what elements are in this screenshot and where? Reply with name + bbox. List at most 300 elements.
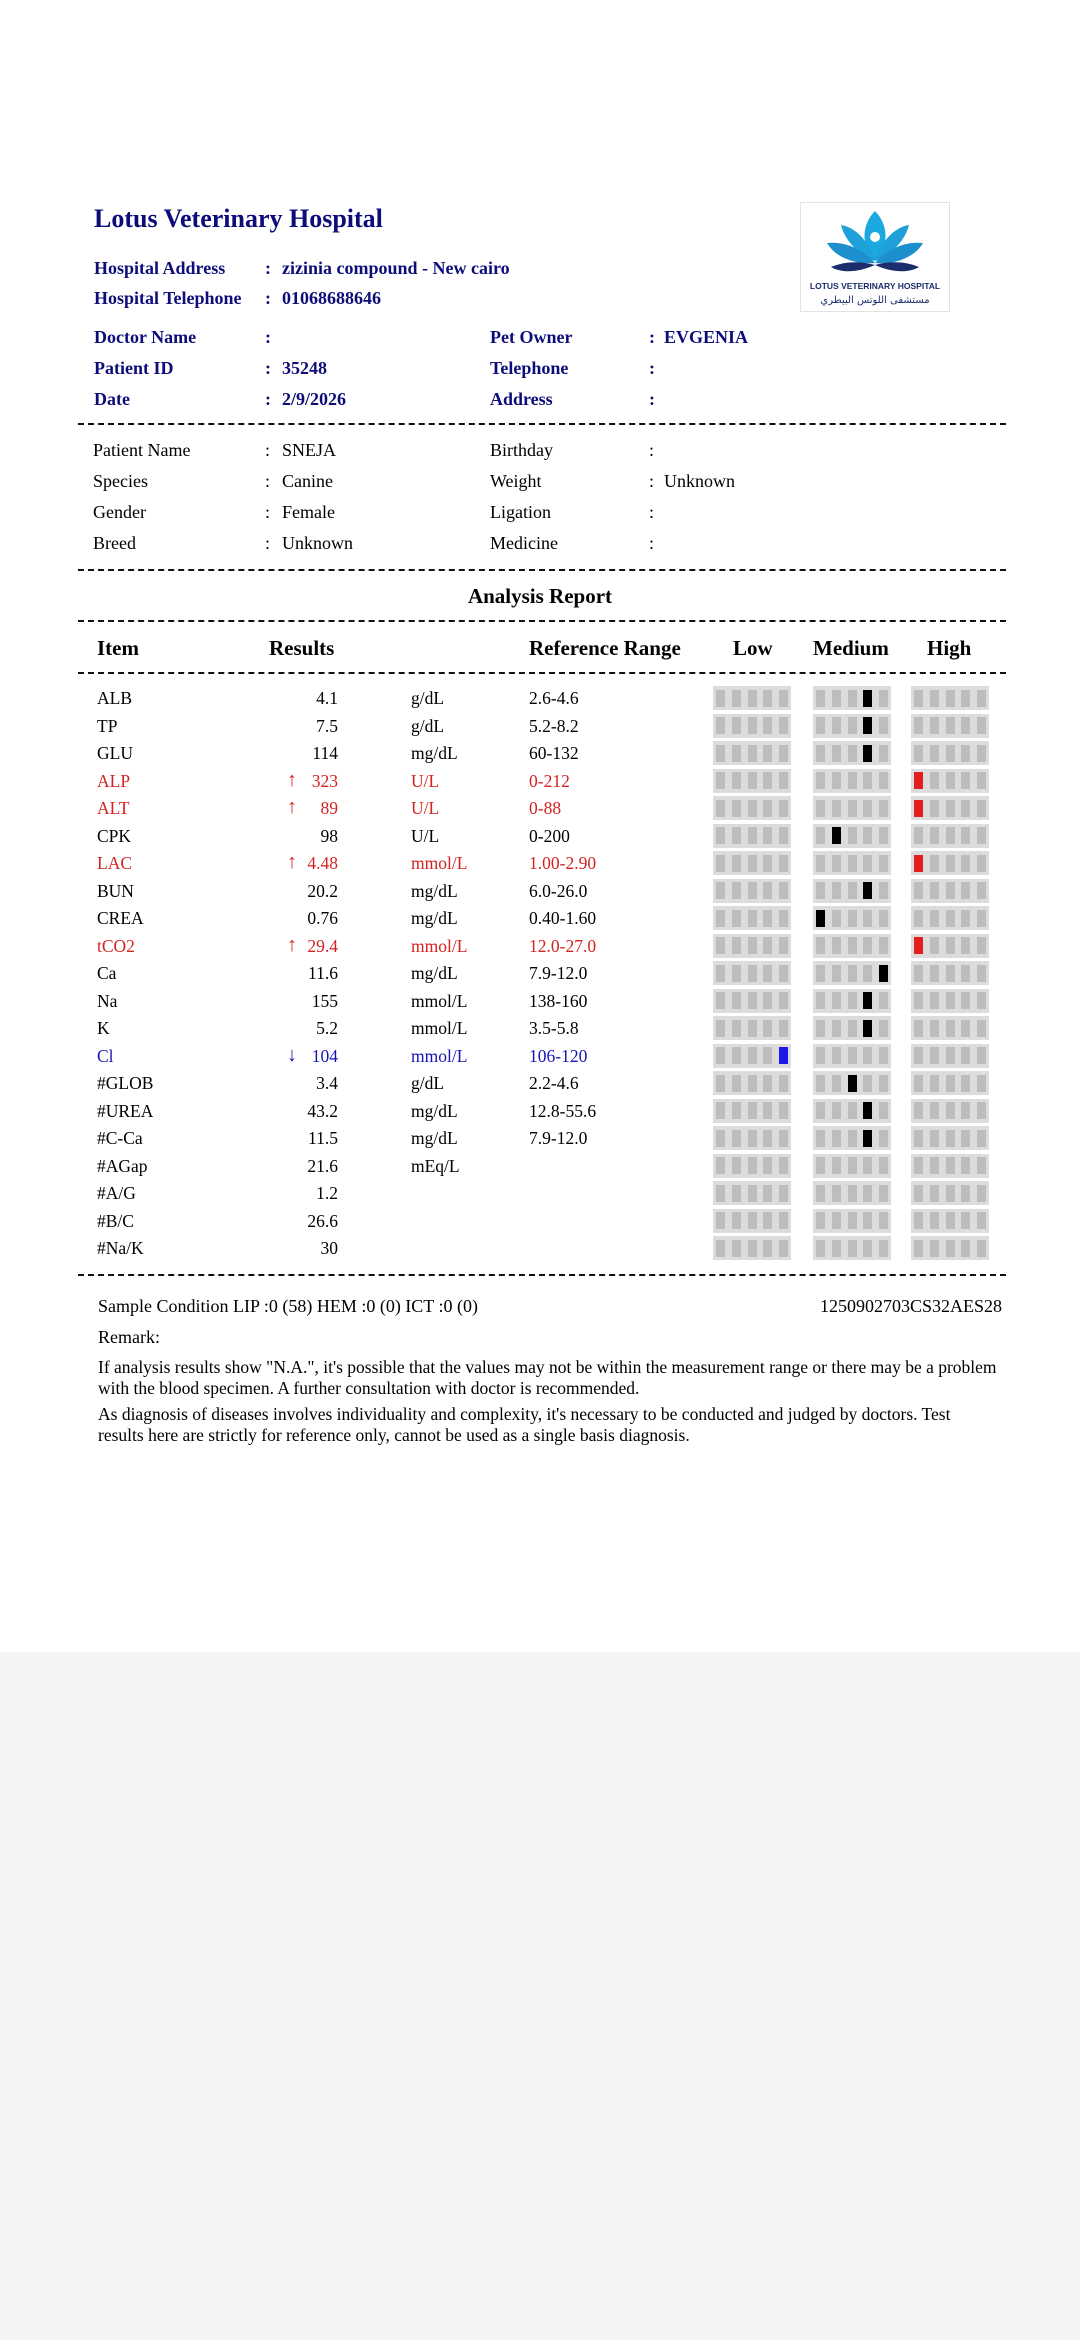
- level-segment: [879, 965, 888, 982]
- level-segment: [961, 745, 970, 762]
- level-segment: [930, 717, 939, 734]
- owner-address-label: Address: [490, 389, 553, 409]
- table-row: [0, 1154, 1080, 1181]
- reference-range: 2.6-4.6: [529, 688, 579, 708]
- level-segment: [863, 1130, 872, 1147]
- level-segment: [763, 772, 772, 789]
- level-segment: [832, 1020, 841, 1037]
- level-segment: [748, 690, 757, 707]
- level-segment: [763, 937, 772, 954]
- low-bar: [713, 1016, 791, 1040]
- header-results: Results: [269, 636, 335, 660]
- high-bar: [911, 1016, 989, 1040]
- level-segment: [716, 1020, 725, 1037]
- hospital-telephone: 01068688646: [282, 288, 381, 308]
- level-segment: [961, 1185, 970, 1202]
- separator: :: [649, 389, 655, 409]
- level-segment: [748, 827, 757, 844]
- level-segment: [879, 717, 888, 734]
- reference-range: 0-88: [529, 798, 562, 818]
- level-segment: [732, 1185, 741, 1202]
- level-segment: [816, 800, 825, 817]
- level-segment: [779, 1212, 788, 1229]
- level-segment: [863, 855, 872, 872]
- result-value: 43.2: [307, 1100, 338, 1121]
- date-label: Date: [94, 389, 130, 409]
- level-segment: [930, 827, 939, 844]
- level-segment: [879, 800, 888, 817]
- level-segment: [946, 1212, 955, 1229]
- level-segment: [763, 717, 772, 734]
- level-segment: [977, 937, 986, 954]
- level-segment: [977, 827, 986, 844]
- high-bar: [911, 989, 989, 1013]
- reference-range: 60-132: [529, 743, 579, 763]
- level-segment: [914, 1240, 923, 1257]
- level-segment: [763, 1020, 772, 1037]
- level-segment: [930, 910, 939, 927]
- result-item: BUN: [97, 880, 134, 901]
- low-bar: [713, 686, 791, 710]
- result-value: 89: [320, 798, 338, 818]
- header-medium: Medium: [813, 636, 889, 660]
- level-segment: [930, 1240, 939, 1257]
- level-segment: [716, 800, 725, 817]
- result-unit: g/dL: [411, 1073, 445, 1093]
- result-item: #C-Ca: [97, 1128, 143, 1148]
- level-segment: [961, 1240, 970, 1257]
- result-unit: mg/dL: [411, 963, 458, 983]
- medium-bar: [813, 1154, 891, 1178]
- level-segment: [848, 992, 857, 1009]
- level-segment: [779, 855, 788, 872]
- level-segment: [977, 1075, 986, 1092]
- divider: [78, 1274, 1006, 1276]
- separator: :: [649, 502, 655, 522]
- species: Canine: [282, 471, 333, 491]
- level-segment: [946, 882, 955, 899]
- result-item: #B/C: [97, 1210, 134, 1231]
- level-segment: [961, 800, 970, 817]
- level-segment: [832, 937, 841, 954]
- level-segment: [961, 772, 970, 789]
- medium-bar: [813, 1044, 891, 1068]
- separator: :: [265, 502, 271, 522]
- level-segment: [863, 882, 872, 899]
- result-value: 0.76: [307, 908, 338, 928]
- hospital-name: Lotus Veterinary Hospital: [94, 204, 383, 233]
- level-segment: [879, 937, 888, 954]
- level-segment: [914, 690, 923, 707]
- level-segment: [848, 827, 857, 844]
- level-segment: [748, 1102, 757, 1119]
- medium-bar: [813, 686, 891, 710]
- level-segment: [763, 1185, 772, 1202]
- level-segment: [779, 1102, 788, 1119]
- level-segment: [863, 1047, 872, 1064]
- level-segment: [732, 1020, 741, 1037]
- result-unit: mEq/L: [411, 1155, 460, 1176]
- breed: Unknown: [282, 533, 353, 553]
- result-unit: mg/dL: [411, 1128, 458, 1148]
- level-segment: [748, 1240, 757, 1257]
- table-row: [0, 906, 1080, 933]
- reference-range: 2.2-4.6: [529, 1073, 579, 1093]
- result-item: #AGap: [97, 1155, 148, 1176]
- owner-name: EVGENIA: [664, 327, 749, 347]
- result-unit: g/dL: [411, 688, 445, 708]
- table-row: [0, 1236, 1080, 1263]
- divider: [78, 620, 1006, 622]
- level-segment: [930, 800, 939, 817]
- level-segment: [914, 855, 923, 872]
- medium-bar: [813, 741, 891, 765]
- result-item: tCO2: [97, 935, 135, 956]
- level-segment: [763, 827, 772, 844]
- level-segment: [879, 772, 888, 789]
- level-segment: [816, 827, 825, 844]
- reference-range: 1.00-2.90: [529, 853, 597, 873]
- divider: [78, 569, 1006, 571]
- gender: Female: [282, 502, 335, 522]
- level-segment: [914, 1075, 923, 1092]
- low-bar: [713, 714, 791, 738]
- level-segment: [748, 1212, 757, 1229]
- level-segment: [748, 1157, 757, 1174]
- result-value: 30: [320, 1238, 338, 1258]
- level-segment: [732, 937, 741, 954]
- hospital-logo: [800, 202, 950, 312]
- level-segment: [816, 690, 825, 707]
- level-segment: [977, 1047, 986, 1064]
- level-segment: [716, 1240, 725, 1257]
- level-segment: [748, 992, 757, 1009]
- medium-bar: [813, 1126, 891, 1150]
- high-bar: [911, 879, 989, 903]
- flag-arrow-icon: ↑: [287, 851, 297, 873]
- level-segment: [914, 717, 923, 734]
- reference-range: 0.40-1.60: [529, 908, 597, 928]
- result-value: 21.6: [307, 1155, 338, 1176]
- level-segment: [832, 1212, 841, 1229]
- level-segment: [748, 745, 757, 762]
- level-segment: [848, 1240, 857, 1257]
- level-segment: [879, 1075, 888, 1092]
- high-bar: [911, 1236, 989, 1260]
- level-segment: [816, 1157, 825, 1174]
- level-segment: [748, 855, 757, 872]
- result-value: 4.1: [316, 688, 338, 708]
- level-segment: [879, 1102, 888, 1119]
- level-segment: [779, 800, 788, 817]
- level-segment: [946, 827, 955, 844]
- high-bar: [911, 769, 989, 793]
- table-row: [0, 1126, 1080, 1153]
- high-bar: [911, 796, 989, 820]
- level-segment: [779, 937, 788, 954]
- level-segment: [748, 1185, 757, 1202]
- level-segment: [732, 1047, 741, 1064]
- result-value: 5.2: [316, 1018, 338, 1038]
- high-bar: [911, 934, 989, 958]
- level-segment: [848, 910, 857, 927]
- level-segment: [748, 910, 757, 927]
- level-segment: [863, 800, 872, 817]
- table-row: [0, 1071, 1080, 1098]
- level-segment: [732, 717, 741, 734]
- table-row: [0, 1181, 1080, 1208]
- level-segment: [879, 992, 888, 1009]
- level-segment: [716, 937, 725, 954]
- low-bar: [713, 961, 791, 985]
- level-segment: [946, 1240, 955, 1257]
- level-segment: [732, 855, 741, 872]
- level-segment: [832, 965, 841, 982]
- low-bar: [713, 1209, 791, 1233]
- level-segment: [863, 965, 872, 982]
- level-segment: [848, 937, 857, 954]
- level-segment: [848, 1102, 857, 1119]
- low-bar: [713, 1071, 791, 1095]
- visit-date: 2/9/2026: [282, 389, 347, 409]
- level-segment: [977, 1157, 986, 1174]
- level-segment: [879, 1130, 888, 1147]
- level-segment: [961, 1130, 970, 1147]
- level-segment: [779, 910, 788, 927]
- level-segment: [914, 800, 923, 817]
- level-segment: [977, 772, 986, 789]
- level-segment: [977, 855, 986, 872]
- level-segment: [748, 1130, 757, 1147]
- high-bar: [911, 1126, 989, 1150]
- level-segment: [748, 1075, 757, 1092]
- level-segment: [930, 690, 939, 707]
- level-segment: [779, 745, 788, 762]
- hospital-address: zizinia compound - New cairo: [282, 258, 510, 278]
- level-segment: [977, 1240, 986, 1257]
- level-segment: [763, 855, 772, 872]
- result-unit: U/L: [411, 770, 440, 791]
- level-segment: [716, 1185, 725, 1202]
- logo-text-ar: مستشفى اللوتس البيطري: [820, 295, 930, 306]
- low-bar: [713, 824, 791, 848]
- high-bar: [911, 851, 989, 875]
- level-segment: [832, 1157, 841, 1174]
- level-segment: [848, 965, 857, 982]
- level-segment: [977, 910, 986, 927]
- level-segment: [779, 690, 788, 707]
- patient-id-label: Patient ID: [94, 358, 174, 378]
- level-segment: [848, 1212, 857, 1229]
- header-low: Low: [733, 636, 773, 660]
- birthday-label: Birthday: [490, 440, 553, 460]
- level-segment: [716, 717, 725, 734]
- level-segment: [946, 1020, 955, 1037]
- level-segment: [732, 1212, 741, 1229]
- level-segment: [816, 1020, 825, 1037]
- level-segment: [732, 1240, 741, 1257]
- reference-range: 0-200: [529, 825, 570, 846]
- high-bar: [911, 1154, 989, 1178]
- level-segment: [930, 772, 939, 789]
- level-segment: [816, 1185, 825, 1202]
- result-value: 98: [320, 825, 338, 846]
- level-segment: [748, 772, 757, 789]
- level-segment: [848, 1047, 857, 1064]
- level-segment: [848, 1185, 857, 1202]
- header-reference: Reference Range: [529, 636, 681, 660]
- gender-label: Gender: [93, 502, 146, 522]
- level-segment: [716, 855, 725, 872]
- level-segment: [946, 1130, 955, 1147]
- level-segment: [977, 1020, 986, 1037]
- table-row: [0, 741, 1080, 768]
- level-segment: [763, 800, 772, 817]
- level-segment: [779, 965, 788, 982]
- level-segment: [879, 690, 888, 707]
- level-segment: [961, 1212, 970, 1229]
- flag-arrow-icon: ↓: [287, 1043, 297, 1066]
- medium-bar: [813, 796, 891, 820]
- medium-bar: [813, 906, 891, 930]
- level-segment: [732, 992, 741, 1009]
- low-bar: [713, 851, 791, 875]
- table-row: [0, 879, 1080, 906]
- result-unit: g/dL: [411, 715, 445, 736]
- remark-label: Remark:: [98, 1327, 160, 1347]
- level-segment: [732, 800, 741, 817]
- level-segment: [848, 1130, 857, 1147]
- table-row: [0, 769, 1080, 796]
- level-segment: [930, 882, 939, 899]
- level-segment: [716, 882, 725, 899]
- level-segment: [748, 717, 757, 734]
- low-bar: [713, 1154, 791, 1178]
- separator: :: [265, 258, 271, 278]
- high-bar: [911, 686, 989, 710]
- medium-bar: [813, 1236, 891, 1260]
- medium-bar: [813, 1071, 891, 1095]
- level-segment: [716, 1212, 725, 1229]
- level-segment: [914, 937, 923, 954]
- level-segment: [914, 1130, 923, 1147]
- level-segment: [946, 992, 955, 1009]
- level-segment: [732, 1157, 741, 1174]
- table-row: [0, 961, 1080, 988]
- result-item: Na: [97, 990, 118, 1011]
- level-segment: [879, 1185, 888, 1202]
- low-bar: [713, 906, 791, 930]
- header-high: High: [927, 636, 972, 660]
- result-value: 29.4: [307, 935, 338, 956]
- result-value: 114: [312, 743, 338, 763]
- level-segment: [763, 1240, 772, 1257]
- low-bar: [713, 879, 791, 903]
- separator: :: [649, 440, 655, 460]
- level-segment: [848, 1157, 857, 1174]
- result-item: Cl: [97, 1045, 114, 1066]
- level-segment: [732, 745, 741, 762]
- level-segment: [946, 772, 955, 789]
- weight: Unknown: [664, 471, 735, 491]
- level-segment: [977, 992, 986, 1009]
- level-segment: [930, 1185, 939, 1202]
- level-segment: [832, 745, 841, 762]
- logo-text-en: LOTUS VETERINARY HOSPITAL: [809, 281, 941, 291]
- level-segment: [961, 1047, 970, 1064]
- level-segment: [914, 910, 923, 927]
- level-segment: [848, 855, 857, 872]
- reference-range: 12.0-27.0: [529, 935, 597, 956]
- result-unit: mmol/L: [411, 990, 468, 1011]
- level-segment: [914, 827, 923, 844]
- level-segment: [961, 1157, 970, 1174]
- level-segment: [879, 1240, 888, 1257]
- level-segment: [732, 827, 741, 844]
- lotus-logo-icon: [801, 203, 949, 311]
- level-segment: [816, 717, 825, 734]
- level-segment: [816, 855, 825, 872]
- level-segment: [716, 1157, 725, 1174]
- level-segment: [946, 855, 955, 872]
- reference-range: 12.8-55.6: [529, 1100, 597, 1121]
- level-segment: [832, 1047, 841, 1064]
- reference-range: 7.9-12.0: [529, 963, 588, 983]
- level-segment: [961, 1020, 970, 1037]
- level-segment: [930, 992, 939, 1009]
- level-segment: [863, 827, 872, 844]
- level-segment: [863, 1212, 872, 1229]
- level-segment: [732, 1075, 741, 1092]
- result-value: 4.48: [307, 853, 338, 873]
- sample-condition: Sample Condition LIP :0 (58) HEM :0 (0) ICT :0 (0): [98, 1296, 478, 1316]
- level-segment: [946, 1075, 955, 1092]
- level-segment: [716, 910, 725, 927]
- level-segment: [832, 1185, 841, 1202]
- separator: :: [649, 358, 655, 378]
- level-segment: [748, 1020, 757, 1037]
- medium-bar: [813, 1016, 891, 1040]
- level-segment: [961, 827, 970, 844]
- level-segment: [914, 772, 923, 789]
- low-bar: [713, 1099, 791, 1123]
- table-row: [0, 714, 1080, 741]
- level-segment: [946, 965, 955, 982]
- level-segment: [879, 855, 888, 872]
- level-segment: [977, 690, 986, 707]
- level-segment: [977, 965, 986, 982]
- divider: [78, 672, 1006, 674]
- hospital-address-label: Hospital Address: [94, 258, 226, 278]
- result-value: 20.2: [307, 880, 338, 901]
- medicine-label: Medicine: [490, 533, 558, 553]
- medium-bar: [813, 961, 891, 985]
- level-segment: [863, 772, 872, 789]
- level-segment: [748, 965, 757, 982]
- owner-label: Pet Owner: [490, 327, 573, 347]
- result-item: ALB: [97, 688, 132, 708]
- level-segment: [816, 882, 825, 899]
- level-segment: [848, 690, 857, 707]
- level-segment: [716, 1102, 725, 1119]
- level-segment: [848, 882, 857, 899]
- separator: :: [649, 533, 655, 553]
- table-row: [0, 989, 1080, 1016]
- low-bar: [713, 1126, 791, 1150]
- high-bar: [911, 1181, 989, 1205]
- level-segment: [816, 1212, 825, 1229]
- level-segment: [930, 1102, 939, 1119]
